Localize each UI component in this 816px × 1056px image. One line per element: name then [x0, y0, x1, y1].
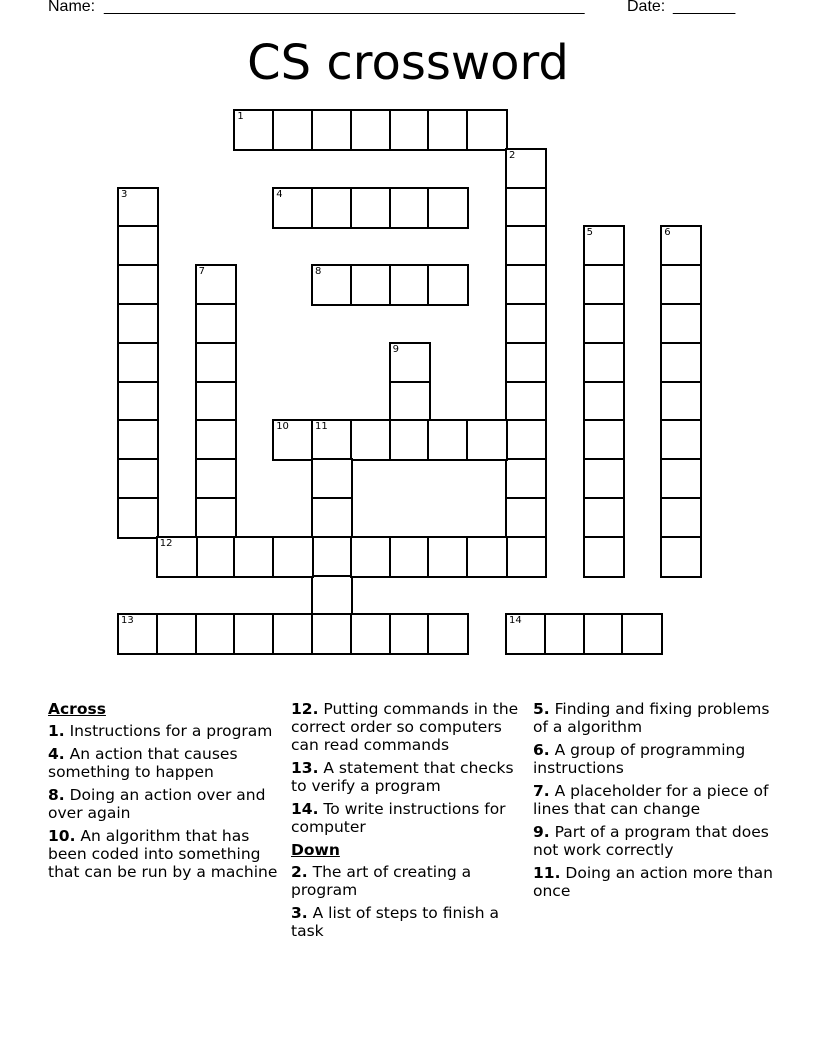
- crossword-cell[interactable]: [505, 497, 547, 539]
- clue-text: A list of steps to finish a task: [291, 904, 499, 940]
- crossword-cell[interactable]: [233, 536, 275, 578]
- clue-text: A group of programming instructions: [533, 741, 746, 777]
- crossword-cell[interactable]: [505, 225, 547, 267]
- crossword-cell[interactable]: [156, 613, 198, 655]
- clue-text: A placeholder for a piece of lines that can change: [533, 782, 769, 818]
- clue-number: 8.: [48, 786, 65, 804]
- clue-text: An algorithm that has been coded into something that can be run by a machine: [48, 827, 278, 881]
- crossword-cell[interactable]: [505, 419, 547, 461]
- clue-number: 3.: [291, 904, 308, 922]
- clue-column-3: [533, 700, 773, 905]
- crossword-cell[interactable]: [389, 536, 431, 578]
- clue-text: Part of a program that does not work correctly: [533, 823, 769, 859]
- crossword-cell[interactable]: [117, 381, 159, 423]
- across-heading: Across: [48, 700, 106, 718]
- down-heading: Down: [291, 841, 340, 859]
- crossword-cell[interactable]: [195, 613, 237, 655]
- clue-number: 1.: [48, 722, 65, 740]
- crossword-cell[interactable]: [350, 187, 392, 229]
- cell-number: 8: [315, 266, 322, 278]
- clue-number: 5.: [533, 700, 550, 718]
- crossword-cell[interactable]: [505, 613, 547, 655]
- clue-down-5: [533, 700, 773, 736]
- cell-number: 1: [237, 111, 244, 122]
- crossword-cell[interactable]: [660, 264, 702, 306]
- crossword-cell[interactable]: [272, 109, 314, 151]
- cell-number: 10: [276, 421, 289, 433]
- crossword-cell[interactable]: [660, 303, 702, 345]
- cell-number: 6: [664, 227, 671, 239]
- crossword-cell[interactable]: [350, 536, 392, 578]
- clue-text: Finding and fixing problems of a algorithm: [533, 700, 770, 736]
- crossword-cell[interactable]: [195, 458, 237, 500]
- crossword-cell[interactable]: [195, 497, 237, 539]
- crossword-cell[interactable]: [427, 419, 469, 461]
- clue-number: 7.: [533, 782, 550, 800]
- clue-down-6: [533, 741, 773, 777]
- cell-number: 7: [198, 266, 205, 278]
- date-label: Date:: [627, 0, 666, 15]
- crossword-cell[interactable]: [583, 419, 625, 461]
- name-field[interactable]: ______________________________________________________: [104, 0, 585, 15]
- crossword-cell[interactable]: [117, 225, 159, 267]
- crossword-cell[interactable]: [117, 303, 159, 345]
- crossword-cell[interactable]: [660, 458, 702, 500]
- crossword-cell[interactable]: [389, 419, 431, 461]
- crossword-cell[interactable]: [117, 342, 159, 384]
- crossword-cell[interactable]: [505, 458, 547, 500]
- clue-text: Instructions for a program: [64, 722, 273, 740]
- clue-number: 11.: [533, 864, 561, 882]
- clue-number: 14.: [291, 800, 319, 818]
- crossword-cell[interactable]: [117, 497, 159, 539]
- crossword-cell[interactable]: [389, 187, 431, 229]
- clue-text: The art of creating a program: [291, 863, 472, 899]
- crossword-cell[interactable]: [583, 303, 625, 345]
- crossword-cell[interactable]: [311, 419, 353, 461]
- crossword-cell[interactable]: [195, 536, 237, 578]
- clue-text: Doing an action over and over again: [48, 786, 266, 822]
- clue-text: Putting commands in the correct order so computers can read commands: [291, 700, 519, 754]
- page-title: CS crossword: [247, 35, 569, 91]
- crossword-cell[interactable]: [583, 381, 625, 423]
- crossword-cell[interactable]: [311, 497, 353, 539]
- clue-number: 10.: [48, 827, 76, 845]
- crossword-cell[interactable]: [544, 613, 586, 655]
- crossword-cell[interactable]: [660, 342, 702, 384]
- crossword-cell[interactable]: [505, 303, 547, 345]
- crossword-cell[interactable]: [272, 536, 314, 578]
- crossword-cell[interactable]: [389, 342, 431, 384]
- clue-across-14: [291, 800, 521, 836]
- crossword-cell[interactable]: [195, 381, 237, 423]
- crossword-cell[interactable]: [233, 109, 275, 151]
- crossword-cell[interactable]: [466, 536, 508, 578]
- crossword-cell[interactable]: [311, 109, 353, 151]
- crossword-cell[interactable]: [389, 381, 431, 423]
- crossword-cell[interactable]: [583, 497, 625, 539]
- crossword-cell[interactable]: [311, 613, 353, 655]
- crossword-cell[interactable]: [583, 225, 625, 267]
- clue-number: 9.: [533, 823, 550, 841]
- clue-text: An action that causes something to happen: [48, 745, 238, 781]
- crossword-cell[interactable]: [427, 187, 469, 229]
- crossword-cell[interactable]: [311, 536, 353, 578]
- crossword-cell[interactable]: [195, 303, 237, 345]
- cell-number: 3: [121, 188, 128, 200]
- clue-number: 13.: [291, 759, 319, 777]
- crossword-cell[interactable]: [233, 613, 275, 655]
- crossword-cell[interactable]: [660, 419, 702, 461]
- name-label: Name:: [48, 0, 96, 15]
- crossword-cell[interactable]: [311, 575, 353, 617]
- clue-number: 12.: [291, 700, 319, 718]
- cell-number: 4: [276, 188, 283, 200]
- clue-down-9: [533, 823, 773, 859]
- clue-number: 6.: [533, 741, 550, 759]
- crossword-cell[interactable]: [505, 381, 547, 423]
- crossword-cell[interactable]: [389, 613, 431, 655]
- crossword-cell[interactable]: [505, 148, 547, 190]
- clue-number: 4.: [48, 745, 65, 763]
- clue-down-7: [533, 782, 773, 818]
- crossword-cell[interactable]: [350, 613, 392, 655]
- crossword-cell[interactable]: [660, 536, 702, 578]
- crossword-cell[interactable]: [117, 187, 159, 229]
- crossword-cell[interactable]: [505, 536, 547, 578]
- cell-number: 13: [121, 615, 134, 627]
- cell-number: 11: [315, 421, 328, 433]
- cell-number: 12: [159, 537, 173, 549]
- crossword-cell[interactable]: [505, 187, 547, 229]
- crossword-cell[interactable]: [427, 264, 469, 306]
- crossword-cell[interactable]: [466, 109, 508, 151]
- clue-down-2: [291, 863, 521, 899]
- header: [0, 0, 816, 20]
- clue-across-12: [291, 700, 521, 754]
- clue-across-1: [48, 722, 278, 740]
- clue-across-8: [48, 786, 278, 822]
- crossword-cell[interactable]: [350, 419, 392, 461]
- crossword-cell[interactable]: [117, 264, 159, 306]
- crossword-cell[interactable]: [195, 342, 237, 384]
- cell-number: 9: [392, 343, 399, 355]
- crossword-cell[interactable]: [505, 342, 547, 384]
- crossword-cell[interactable]: [621, 613, 663, 655]
- crossword-cell[interactable]: [660, 381, 702, 423]
- crossword-cell[interactable]: [311, 187, 353, 229]
- crossword-cell[interactable]: [583, 342, 625, 384]
- crossword-cell[interactable]: [583, 536, 625, 578]
- crossword-cell[interactable]: [272, 419, 314, 461]
- crossword-cell[interactable]: [583, 264, 625, 306]
- crossword-cell[interactable]: [195, 419, 237, 461]
- crossword-cell[interactable]: [583, 613, 625, 655]
- cell-number: 14: [509, 615, 522, 627]
- crossword-cell[interactable]: [311, 264, 353, 306]
- crossword-cell[interactable]: [350, 109, 392, 151]
- crossword-cell[interactable]: [427, 536, 469, 578]
- crossword-cell[interactable]: [350, 264, 392, 306]
- clue-text: Doing an action more than once: [533, 864, 773, 900]
- crossword-cell[interactable]: [427, 613, 469, 655]
- crossword-cell[interactable]: [466, 419, 508, 461]
- crossword-cell[interactable]: [117, 419, 159, 461]
- cell-number: 5: [586, 227, 593, 239]
- clue-across-4: [48, 745, 278, 781]
- crossword-cell[interactable]: [660, 497, 702, 539]
- crossword-cell[interactable]: [427, 109, 469, 151]
- clue-across-10: [48, 827, 278, 881]
- clue-down-3: [291, 904, 521, 940]
- crossword-cell[interactable]: [389, 264, 431, 306]
- clue-column-1: [48, 700, 278, 886]
- crossword-cell[interactable]: [660, 225, 702, 267]
- crossword-cell[interactable]: [156, 536, 198, 578]
- crossword-cell[interactable]: [389, 109, 431, 151]
- clue-text: A statement that checks to verify a program: [291, 759, 514, 795]
- clue-across-13: [291, 759, 521, 795]
- crossword-cell[interactable]: [311, 458, 353, 500]
- crossword-cell[interactable]: [583, 458, 625, 500]
- clue-number: 2.: [291, 863, 308, 881]
- clue-column-2: [291, 700, 521, 945]
- cell-number: 2: [509, 149, 516, 161]
- crossword-cell[interactable]: [272, 613, 314, 655]
- crossword-cell[interactable]: [272, 187, 314, 229]
- crossword-cell[interactable]: [117, 613, 159, 655]
- clue-down-11: [533, 864, 773, 900]
- date-field[interactable]: _______: [673, 0, 736, 15]
- crossword-cell[interactable]: [505, 264, 547, 306]
- crossword-cell[interactable]: [117, 458, 159, 500]
- crossword-cell[interactable]: [195, 264, 237, 306]
- clue-text: To write instructions for computer: [291, 800, 506, 836]
